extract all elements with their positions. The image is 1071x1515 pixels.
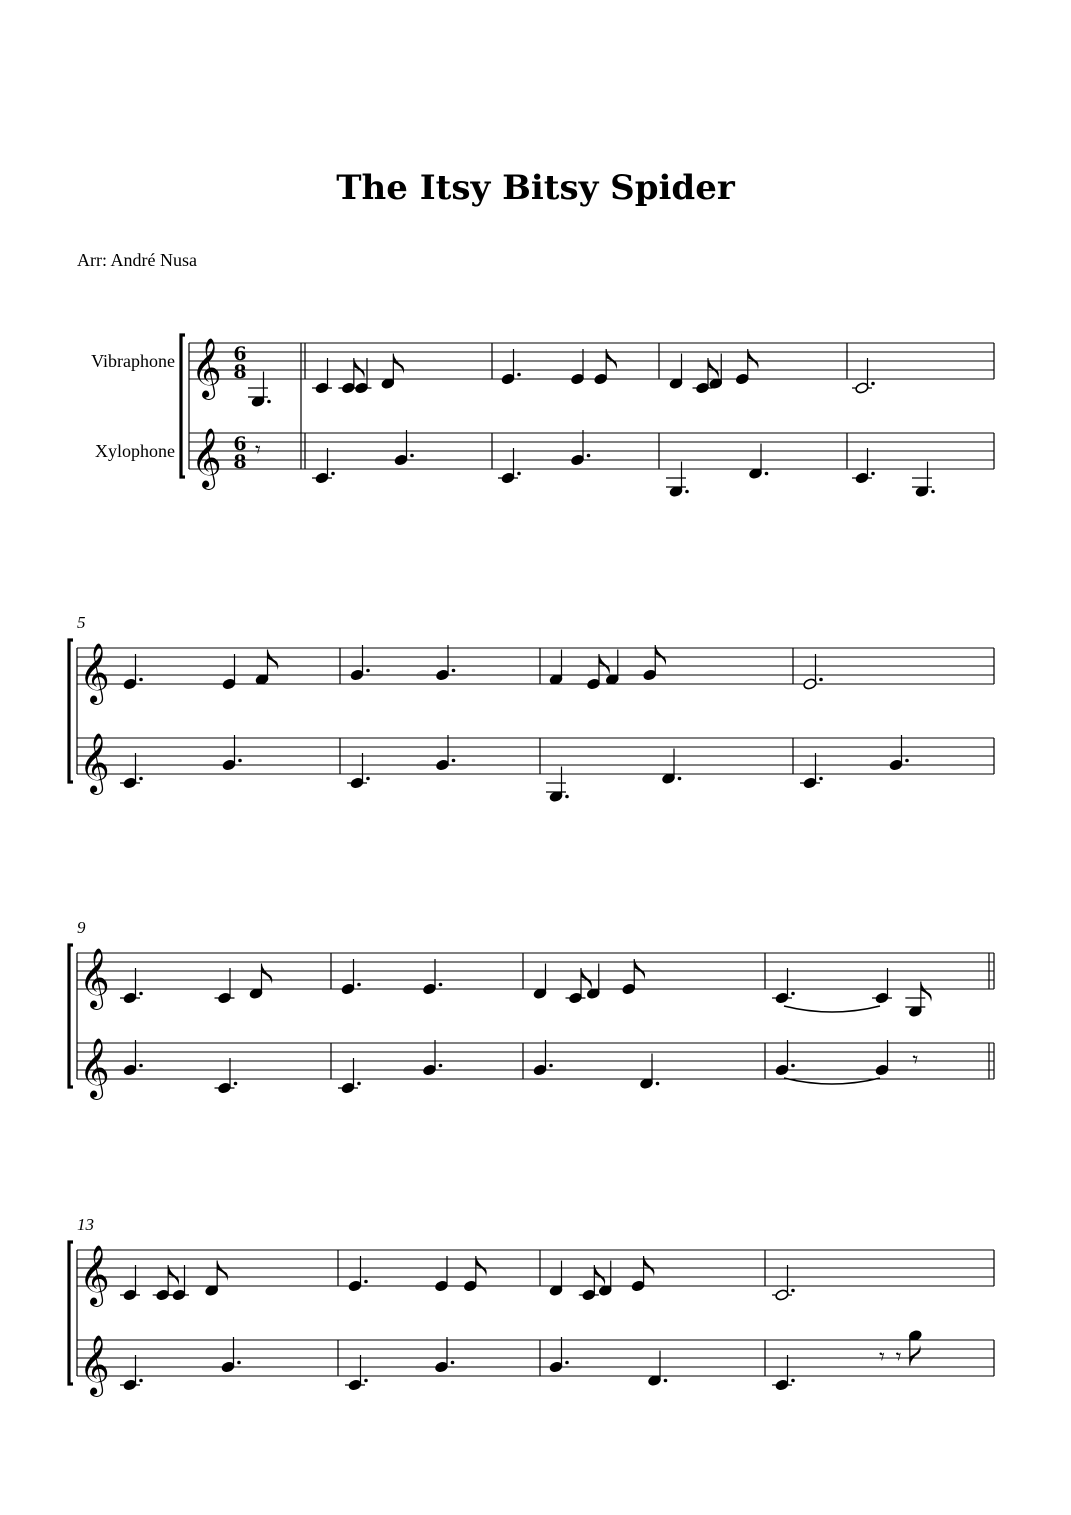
note xyxy=(647,1351,667,1387)
treble-clef-icon: 𝄞 xyxy=(79,1245,110,1305)
augmentation-dot xyxy=(565,795,569,799)
note xyxy=(570,430,590,466)
system-bracket xyxy=(69,640,73,782)
augmentation-dot xyxy=(267,400,271,404)
treble-clef-icon: 𝄞 xyxy=(191,428,222,488)
augmentation-dot xyxy=(791,992,795,996)
note xyxy=(803,654,823,690)
note xyxy=(498,448,521,484)
augmentation-dot xyxy=(517,373,521,377)
augmentation-dot xyxy=(791,1064,795,1068)
note xyxy=(463,1256,486,1292)
measure-number: 5 xyxy=(77,613,86,632)
eighth-rest: 𝄾 xyxy=(895,1345,902,1370)
note xyxy=(570,349,584,385)
augmentation-dot xyxy=(565,1361,569,1365)
augmentation-dot xyxy=(452,759,456,763)
note xyxy=(341,959,361,995)
note xyxy=(394,430,414,466)
note xyxy=(338,1058,361,1094)
augmentation-dot xyxy=(364,1379,368,1383)
note xyxy=(533,964,547,1000)
measure xyxy=(772,968,932,1084)
note xyxy=(549,1337,569,1373)
note xyxy=(661,749,681,785)
note xyxy=(221,1337,241,1373)
augmentation-dot xyxy=(237,1361,241,1365)
note xyxy=(852,358,875,394)
note xyxy=(422,1040,442,1076)
augmentation-dot xyxy=(791,1379,795,1383)
note-flag xyxy=(217,1261,228,1282)
measure xyxy=(498,349,617,484)
treble-clef-icon: 𝄞 xyxy=(79,643,110,703)
augmentation-dot xyxy=(871,472,875,476)
score-title: The Itsy Bitsy Spider xyxy=(336,168,735,208)
tie xyxy=(784,1006,880,1012)
augmentation-dot xyxy=(366,669,370,673)
augmentation-dot xyxy=(656,1082,660,1086)
note xyxy=(422,959,442,995)
note-flag xyxy=(910,1345,921,1366)
augmentation-dot xyxy=(364,1280,368,1284)
augmentation-dot xyxy=(366,777,370,781)
note xyxy=(255,650,278,686)
note xyxy=(748,444,768,480)
augmentation-dot xyxy=(439,983,443,987)
measure xyxy=(772,1265,922,1391)
measure-number: 9 xyxy=(77,918,86,937)
note xyxy=(345,1355,368,1391)
augmentation-dot xyxy=(139,678,143,682)
augmentation-dot xyxy=(357,1082,361,1086)
note xyxy=(381,354,404,390)
augmentation-dot xyxy=(139,1064,143,1068)
note xyxy=(566,968,592,1004)
note xyxy=(735,349,758,385)
note xyxy=(215,1058,238,1094)
note xyxy=(312,448,335,484)
note xyxy=(120,1265,140,1301)
instrument-name-vibraphone: Vibraphone xyxy=(91,351,175,371)
measure xyxy=(120,650,278,790)
system xyxy=(69,918,994,1100)
augmentation-dot xyxy=(905,759,909,763)
augmentation-dot xyxy=(452,669,456,673)
note xyxy=(905,982,931,1018)
eighth-rest: 𝄾 xyxy=(912,1048,919,1073)
note xyxy=(249,964,272,1000)
note xyxy=(594,349,617,385)
augmentation-dot xyxy=(685,490,689,494)
note xyxy=(222,654,236,690)
note xyxy=(501,349,521,385)
note xyxy=(772,1355,795,1391)
time-signature-numerator: 6 xyxy=(233,343,247,365)
note xyxy=(775,1040,795,1076)
note xyxy=(772,1265,795,1301)
eighth-rest: 𝄾 xyxy=(879,1345,885,1370)
treble-clef-icon: 𝄞 xyxy=(79,733,110,793)
measure xyxy=(338,959,442,1094)
augmentation-dot xyxy=(234,1082,238,1086)
time-signature-denominator: 8 xyxy=(233,451,247,473)
system-bracket xyxy=(181,335,185,477)
system-bracket xyxy=(69,945,73,1087)
note xyxy=(312,358,332,394)
augmentation-dot xyxy=(451,1361,455,1365)
measure-number: 13 xyxy=(77,1215,94,1234)
measure xyxy=(666,349,768,498)
treble-clef-icon: 𝄞 xyxy=(79,1335,110,1395)
time-signature-denominator: 8 xyxy=(233,361,247,383)
note-flag xyxy=(921,982,932,1003)
system xyxy=(91,335,994,498)
note xyxy=(852,448,875,484)
treble-clef-icon: 𝄞 xyxy=(79,948,110,1008)
note xyxy=(800,753,823,789)
note xyxy=(912,462,935,498)
augmentation-dot xyxy=(765,472,769,476)
note xyxy=(586,654,609,690)
note-flag xyxy=(393,354,404,375)
augmentation-dot xyxy=(791,1289,795,1293)
note xyxy=(639,1054,659,1090)
treble-clef-icon: 𝄞 xyxy=(79,1038,110,1098)
note xyxy=(666,462,689,498)
note xyxy=(889,735,909,771)
note xyxy=(169,1265,189,1301)
augmentation-dot xyxy=(819,777,823,781)
note xyxy=(643,645,666,681)
note xyxy=(872,968,892,1004)
measure xyxy=(800,654,909,789)
eighth-rest: 𝄾 xyxy=(255,438,261,463)
note xyxy=(669,354,683,390)
augmentation-dot xyxy=(587,454,591,458)
augmentation-dot xyxy=(139,777,143,781)
note xyxy=(693,358,719,394)
note xyxy=(434,1337,454,1373)
note xyxy=(772,968,795,1004)
system xyxy=(69,1215,994,1397)
measure xyxy=(546,645,681,803)
augmentation-dot xyxy=(678,777,682,781)
measure xyxy=(347,645,455,789)
treble-clef-icon: 𝄞 xyxy=(191,338,222,398)
arranger-credit: Arr: André Nusa xyxy=(77,250,197,270)
note xyxy=(435,645,455,681)
note xyxy=(875,1040,889,1076)
note xyxy=(222,735,242,771)
note-flag xyxy=(262,964,273,985)
note xyxy=(120,1355,143,1391)
measure xyxy=(345,1256,487,1391)
note xyxy=(350,645,370,681)
augmentation-dot xyxy=(819,678,823,682)
note xyxy=(546,767,569,803)
augmentation-dot xyxy=(238,759,242,763)
note xyxy=(579,1265,605,1301)
augmentation-dot xyxy=(410,454,414,458)
time-signature-numerator: 6 xyxy=(233,433,247,455)
note xyxy=(533,1040,553,1076)
note xyxy=(347,753,370,789)
note xyxy=(908,1329,922,1365)
note xyxy=(123,1040,143,1076)
augmentation-dot xyxy=(357,983,361,987)
augmentation-dot xyxy=(664,1379,668,1383)
augmentation-dot xyxy=(931,490,935,494)
measure xyxy=(248,372,271,464)
system xyxy=(69,613,994,803)
note xyxy=(434,1256,448,1292)
note xyxy=(435,735,455,771)
augmentation-dot xyxy=(331,472,335,476)
note xyxy=(622,959,645,995)
note xyxy=(205,1261,228,1297)
augmentation-dot xyxy=(139,1379,143,1383)
note xyxy=(549,650,563,686)
note-flag xyxy=(268,650,279,671)
note xyxy=(549,1261,563,1297)
instrument-name-xylophone: Xylophone xyxy=(95,441,175,461)
note xyxy=(348,1256,368,1292)
note xyxy=(248,372,271,408)
note xyxy=(631,1256,654,1292)
note xyxy=(123,654,143,690)
note xyxy=(598,1261,612,1297)
note xyxy=(215,968,235,1004)
note xyxy=(120,753,143,789)
measure xyxy=(120,1261,241,1392)
measure xyxy=(120,964,272,1095)
augmentation-dot xyxy=(439,1064,443,1068)
augmentation-dot xyxy=(517,472,521,476)
augmentation-dot xyxy=(871,382,875,386)
note xyxy=(120,968,143,1004)
measure xyxy=(312,354,414,485)
augmentation-dot xyxy=(549,1064,553,1068)
system-bracket xyxy=(69,1242,73,1384)
augmentation-dot xyxy=(139,992,143,996)
